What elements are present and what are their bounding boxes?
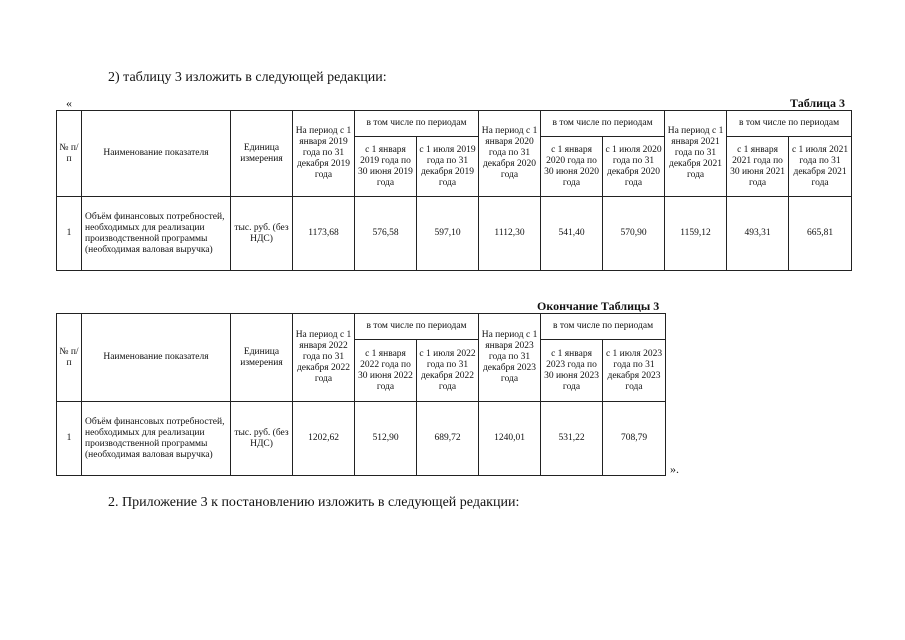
total-2021: 1159,12 [665,197,727,271]
half1-header-2023: с 1 января 2023 года по 30 июня 2023 года [541,340,603,402]
half1-2021: 493,31 [727,197,789,271]
half1-header-2021: с 1 января 2021 года по 30 июня 2021 года [727,137,789,197]
row-name: Объём финансовых потребностей, необходимых для реализации производственной программы (необходимая валовая выручка) [82,197,231,271]
period-header-2021: На период с 1 января 2021 года по 31 декабря 2021 года [665,111,727,197]
half2-2021: 665,81 [789,197,852,271]
half2-header-2022: с 1 июля 2022 года по 31 декабря 2022 года [417,340,479,402]
half1-2019: 576,58 [355,197,417,271]
final-line: 2. Приложение 3 к постановлению изложить в следующей редакции: [108,495,520,510]
col-name-header: Наименование показателя [82,111,231,197]
half2-header-2020: с 1 июля 2020 года по 31 декабря 2020 года [603,137,665,197]
half2-2023: 708,79 [603,402,666,476]
half1-2023: 531,22 [541,402,603,476]
row-unit: тыс. руб. (без НДС) [231,402,293,476]
half2-2020: 570,90 [603,197,665,271]
intro-line: 2) таблицу 3 изложить в следующей редакции: [108,70,387,85]
col-num-header: № п/п [57,111,82,197]
row-num: 1 [57,197,82,271]
half1-header-2019: с 1 января 2019 года по 30 июня 2019 года [355,137,417,197]
half2-2022: 689,72 [417,402,479,476]
period-header-2020: На период с 1 января 2020 года по 31 декабря 2020 года [479,111,541,197]
in-periods-header-2022: в том числе по периодам [355,314,479,340]
col-name-header: Наименование показателя [82,314,231,402]
period-header-2019: На период с 1 января 2019 года по 31 декабря 2019 года [293,111,355,197]
half1-2022: 512,90 [355,402,417,476]
half1-header-2022: с 1 января 2022 года по 30 июня 2022 года [355,340,417,402]
period-header-2022: На период с 1 января 2022 года по 31 декабря 2022 года [293,314,355,402]
half2-header-2019: с 1 июля 2019 года по 31 декабря 2019 года [417,137,479,197]
table-3 [56,110,852,271]
row-unit: тыс. руб. (без НДС) [231,197,293,271]
in-periods-header-2023: в том числе по периодам [541,314,666,340]
half1-header-2020: с 1 января 2020 года по 30 июня 2020 года [541,137,603,197]
col-num-header: № п/п [57,314,82,402]
row-num: 1 [57,402,82,476]
table1-caption: Таблица 3 [790,96,845,110]
in-periods-header-2020: в том числе по периодам [541,111,665,137]
total-2020: 1112,30 [479,197,541,271]
total-2022: 1202,62 [293,402,355,476]
half1-2020: 541,40 [541,197,603,271]
close-quote: ». [670,462,679,476]
total-2023: 1240,01 [479,402,541,476]
total-2019: 1173,68 [293,197,355,271]
half2-header-2023: с 1 июля 2023 года по 31 декабря 2023 года [603,340,666,402]
half2-header-2021: с 1 июля 2021 года по 31 декабря 2021 года [789,137,852,197]
table-3-end [56,313,666,476]
table2-caption: Окончание Таблицы 3 [537,299,660,313]
in-periods-header-2019: в том числе по периодам [355,111,479,137]
col-unit-header: Единица измерения [231,314,293,402]
half2-2019: 597,10 [417,197,479,271]
in-periods-header-2021: в том числе по периодам [727,111,852,137]
col-unit-header: Единица измерения [231,111,293,197]
row-name: Объём финансовых потребностей, необходимых для реализации производственной программы (необходимая валовая выручка) [82,402,231,476]
open-quote: « [66,96,72,110]
period-header-2023: На период с 1 января 2023 года по 31 декабря 2023 года [479,314,541,402]
table-row [57,197,852,271]
table-row [57,402,666,476]
